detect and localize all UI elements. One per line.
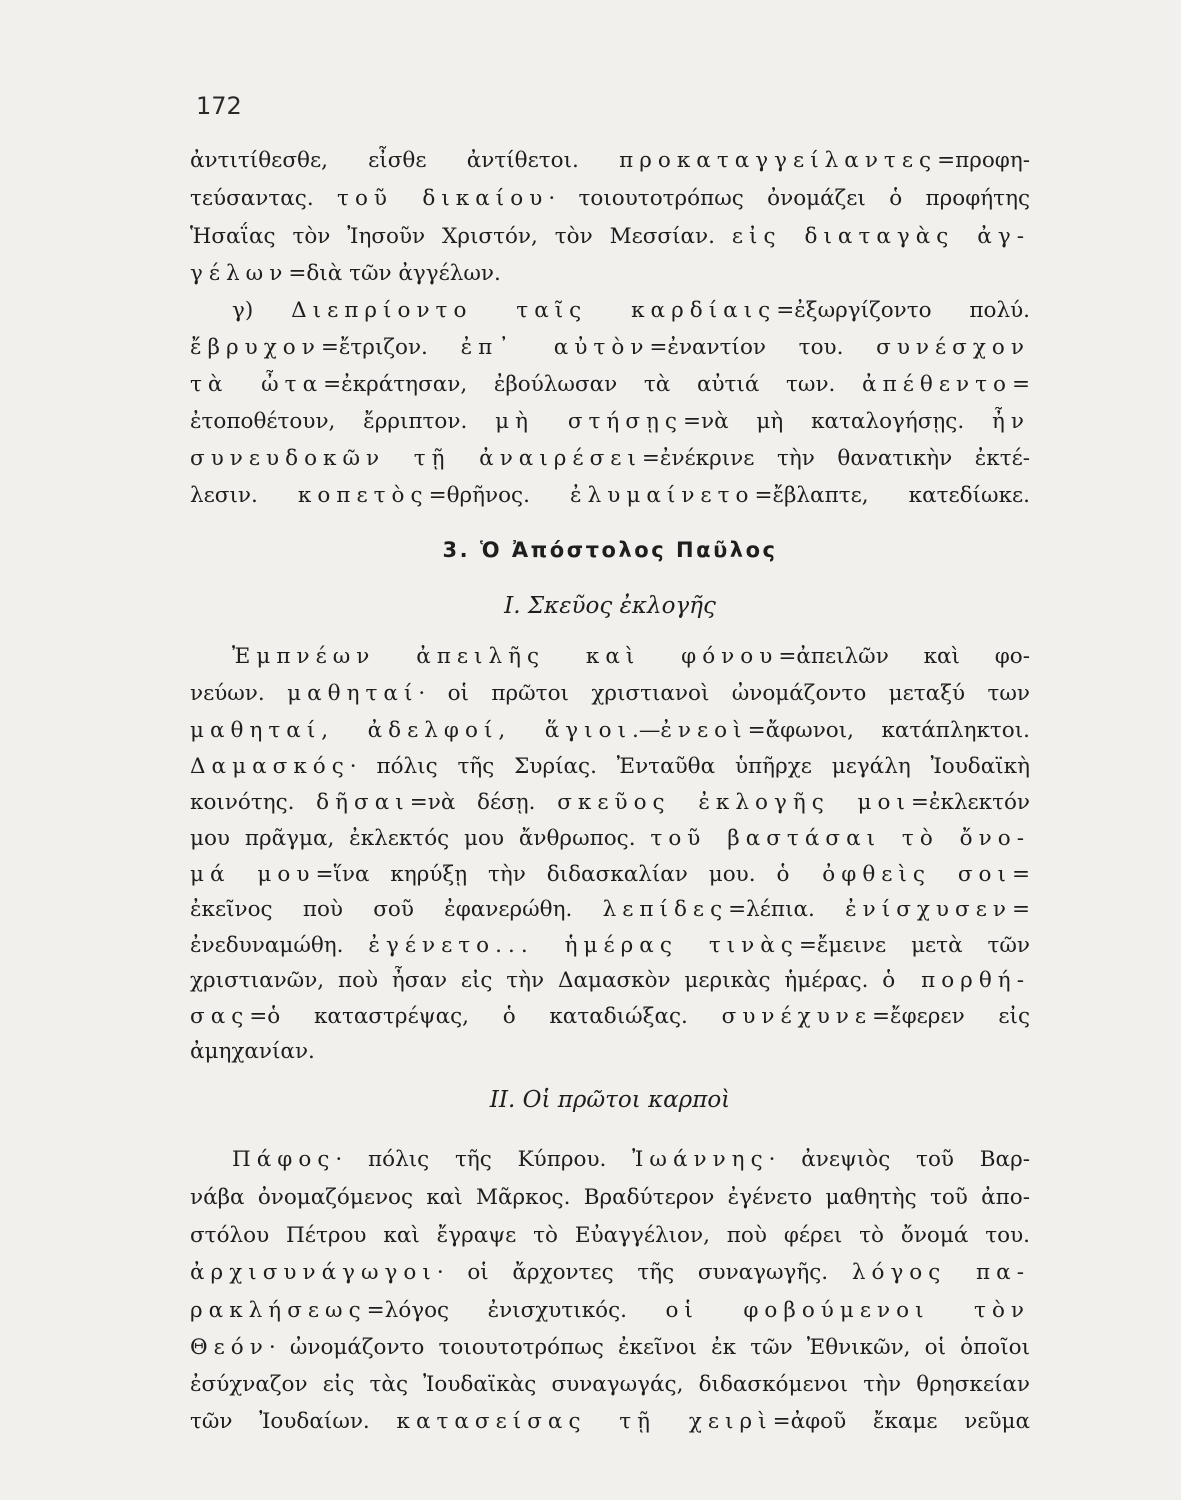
glossary-term: ὁ πορθή- [882,968,1030,993]
glossary-term: ἀπέθεντο [862,372,1012,397]
text-line [190,1183,1030,1213]
text-line [190,1002,1030,1032]
glossary-term: ἀρχισυνάγωγοι [190,1260,437,1285]
glossary-term: ὁ ὀφθεὶς σοι [776,862,1012,887]
text-run: =νὰ δέσῃ. [409,790,558,815]
glossary-term: συνέσχον [876,335,1030,360]
section-title: 3. Ὁ Ἀπόστολος Παῦλος [442,538,778,562]
text-run: στόλου Πέτρου καὶ ἔγραψε τὸ Εὐαγγέλιον, ποὺ φέρει τὸ ὄνομά του. [190,1223,1030,1248]
text-run: =ἐκράτησαν, ἐβούλωσαν τὰ αὐτιά των. [323,372,863,397]
text-run: · οἱ πρῶτοι χριστιανοὶ ὠνομάζοντο μεταξύ των [418,681,1030,706]
subsection-title: I. Σκεῦος ἐκλογῆς [504,593,716,619]
text-line [190,788,1030,818]
text-line [190,1407,1030,1437]
glossary-term: μὴ στήσῃς [495,409,683,434]
text-run: · ὠνομάζοντο τοιουτοτρόπως ἐκεῖνοι ἐκ τῶν Ἐθνικῶν, οἱ ὁποῖοι [268,1335,1030,1360]
glossary-term: εἰς διαταγὰς ἀγ- [731,224,1030,249]
glossary-term: συνευδοκῶν τῇ ἀναιρέσει [190,446,642,471]
text-run: =λέπια. [728,897,846,922]
glossary-term: κατασείσας τῇ χειρὶ [396,1409,773,1434]
glossary-term: συνέχυνε [721,1004,873,1029]
text-run: =ἐνέκρινε τὴν θανατικὴν ἐκτέ- [641,446,1030,471]
text-line [190,966,1030,996]
text-run: ἐκεῖνος ποὺ σοῦ ἐφανερώθη. [190,897,603,922]
text-run: = [1011,862,1030,887]
text-run: =προφη- [937,148,1030,173]
glossary-term: κοπετὸς [297,483,429,508]
text-run: =ἔβλαπτε, κατεδίωκε. [754,483,1030,508]
text-run: ἀμηχανίαν. [190,1039,315,1064]
glossary-term: δῆσαι [316,790,410,815]
text-line [190,860,1030,890]
glossary-term: τοῦ βαστάσαι τὸ ὄνο- [650,826,1030,851]
text-line [190,481,1030,511]
text-run: χριστιανῶν, ποὺ ἦσαν εἰς τὴν Δαμασκὸν μερικὰς ἡμέρας. [190,968,883,993]
text-line [190,1037,1030,1067]
text-run: · τοιουτοτρόπως ὀνομάζει ὁ προφήτης [548,186,1030,211]
text-line [190,1296,1030,1326]
text-line [190,824,1030,854]
text-run: Ἡσαΐας τὸν Ἰησοῦν Χριστόν, τὸν Μεσσίαν. [190,224,732,249]
glossary-term: ἐνίσχυσεν [845,897,1012,922]
text-run: · πόλις τῆς Κύπρου. [335,1147,633,1172]
text-line [190,931,1030,961]
text-run: =ἄφωνοι, κατάπληκτοι. [747,718,1030,743]
text-line [190,259,1030,289]
text-run: γ) [232,298,292,323]
text-run: λεσιν. [190,483,298,508]
glossary-term: ἐγένετο... ἡμέρας τινὰς [368,933,799,958]
text-run: =ἐξωργίζοντο πολύ. [776,298,1030,323]
text-line [190,1258,1030,1288]
text-run: ἀντιτίθεσθε, εἶσθε ἀντίθετοι. [190,148,620,173]
text-run: =ἔτριζον. [320,335,461,360]
glossary-term: γέλων [190,261,289,286]
text-run: · πόλις τῆς Συρίας. Ἐνταῦθα ὑπῆρχε μεγάλη Ἰουδαϊκὴ [349,754,1030,779]
glossary-term: μά μου [190,862,316,887]
text-run: =ἀπειλῶν καὶ φο- [778,644,1030,669]
text-run: τῶν Ἰουδαίων. [190,1409,397,1434]
glossary-term: ἐνεοὶ [660,718,748,743]
text-line [190,679,1030,709]
text-run: = [1011,897,1030,922]
subsection-title: II. Οἱ πρῶτοι καρποὶ [489,1087,731,1113]
glossary-term: ἐλυμαίνετο [570,483,755,508]
glossary-term: Θεόν [190,1335,269,1360]
text-run: ἐσύχναζον εἰς τὰς Ἰουδαϊκὰς συναγωγάς, διδασκόμενοι τὴν θρησκείαν [190,1372,1030,1397]
text-line [232,1145,1030,1175]
glossary-term: ἐπ᾽ αὐτὸν [460,335,650,360]
glossary-term: προκαταγγείλαντες [619,148,938,173]
text-run: κοινότης. [190,790,317,815]
text-run: τεύσαντας. [190,186,338,211]
glossary-term: Πάφος [232,1147,336,1172]
text-run: =νὰ μὴ καταλογήσῃς. [683,409,992,434]
text-run: =ἐκλεκτόν [910,790,1030,815]
glossary-term: Διεπρίοντο ταῖς καρδίαις [291,298,777,323]
glossary-term: ρακλήσεως [190,1298,367,1323]
text-line [190,146,1030,176]
text-run: =θρῆνος. [428,483,571,508]
text-run: =ἔφερεν εἰς [872,1004,1030,1029]
text-run: = [1011,372,1030,397]
text-line [190,1370,1030,1400]
glossary-term: τοῦ δικαίου [337,186,549,211]
glossary-term: Ἰωάννης [632,1147,769,1172]
text-line [190,184,1030,214]
glossary-term: τὰ ὦτα [190,372,324,397]
glossary-term: ἦν [992,409,1030,434]
glossary-term: σας [190,1004,250,1029]
text-run: ἐτοποθέτουν, ἔρριπτον. [190,409,496,434]
text-line [190,1221,1030,1251]
text-run: ἐνεδυναμώθη. [190,933,369,958]
text-run: =ὁ καταστρέψας, ὁ καταδιώξας. [249,1004,722,1029]
text-line [232,642,1030,672]
text-line [190,716,1030,746]
text-run: νάβα ὀνομαζόμενος καὶ Μᾶρκος. Βραδύτερον ἐγένετο μαθητὴς τοῦ ἀπο- [190,1185,1030,1210]
text-run: =διὰ τῶν ἀγγέλων. [288,261,501,286]
text-run: · ἀνεψιὸς τοῦ Βαρ- [768,1147,1030,1172]
text-run: =ἐναντίον του. [649,335,877,360]
text-run: =ἔμεινε μετὰ τῶν [798,933,1030,958]
text-run: =ἵνα κηρύξῃ τὴν διδασκαλίαν μου. [315,862,777,887]
text-line [190,333,1030,363]
text-line [190,895,1030,925]
text-line [190,444,1030,474]
glossary-term: ἔβρυχον [190,335,321,360]
glossary-term: μαθηταί, ἀδελφοί, ἅγιοι [190,718,633,743]
glossary-term: σκεῦος ἐκλογῆς μοι [557,790,911,815]
text-line [190,407,1030,437]
text-run: =ἀφοῦ ἔκαμε νεῦμα [772,1409,1030,1434]
text-run: νεύων. [190,681,288,706]
glossary-term: λεπίδες [602,897,729,922]
text-run: =λόγος ἐνισχυτικός. [366,1298,666,1323]
text-run: μου πρᾶγμα, ἐκλεκτός μου ἄνθρωπος. [190,826,651,851]
text-line [190,370,1030,400]
text-run: .— [632,718,661,743]
text-line [190,1333,1030,1363]
glossary-term: λόγος πα- [851,1260,1030,1285]
glossary-term: οἱ φοβούμενοι τὸν [665,1298,1030,1323]
page-number: 172 [196,92,242,120]
text-line [190,752,1030,782]
glossary-term: Δαμασκός [190,754,350,779]
glossary-term: Ἐμπνέων ἀπειλῆς καὶ φόνου [232,644,779,669]
glossary-term: μαθηταί [287,681,419,706]
text-line [232,296,1030,326]
text-line [190,222,1030,252]
text-run: · οἱ ἄρχοντες τῆς συναγωγῆς. [436,1260,852,1285]
